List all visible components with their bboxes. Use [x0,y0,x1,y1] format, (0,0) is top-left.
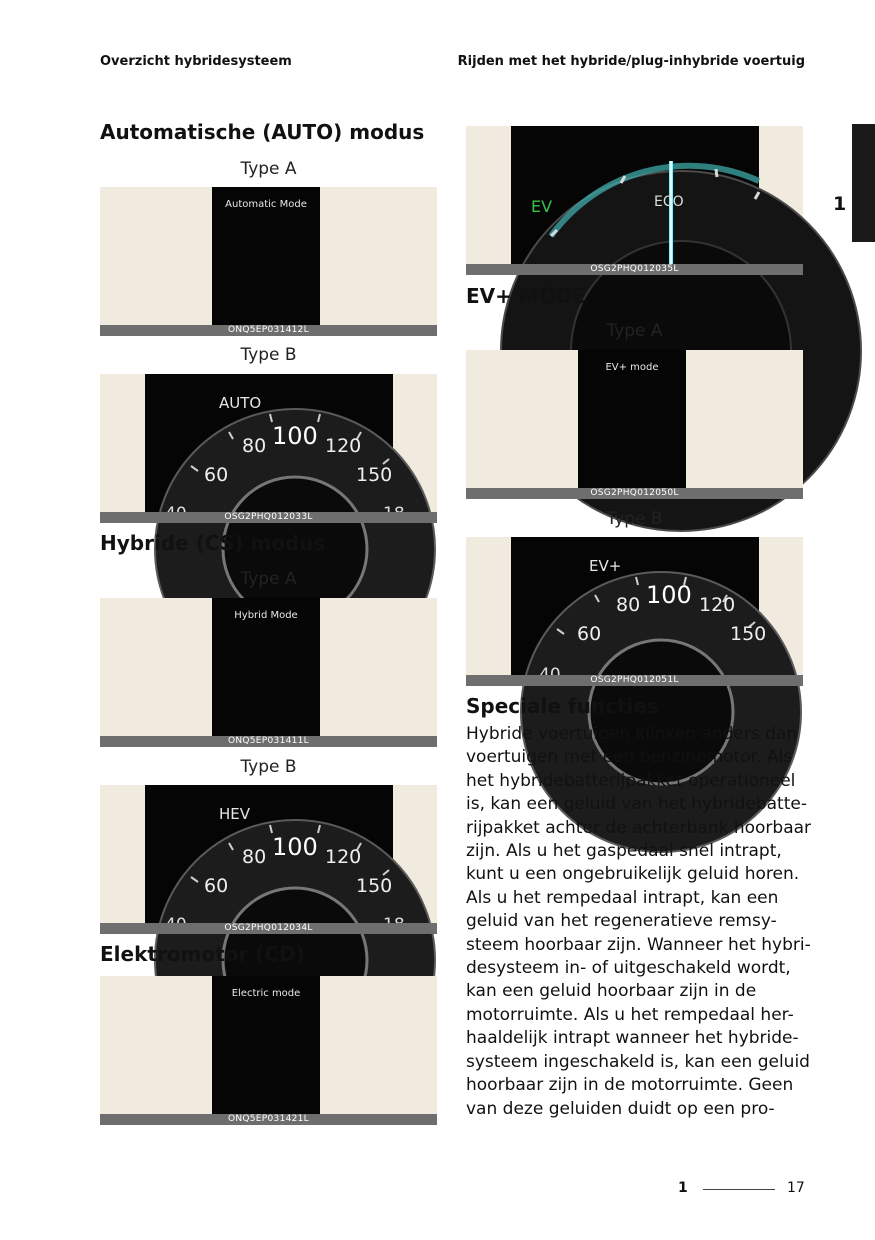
screen-mode-text: Automatic Mode [225,199,307,210]
body-line: het hybridebatterijpakket operationeel [466,770,796,791]
figure-caption: OSG2PHQ012034L [100,923,437,934]
speed-tick-120: 120 [325,435,362,457]
body-line: rijpakket achter de achterbank hoorbaar [466,817,812,838]
special-functions-heading: Speciale functies [466,694,659,718]
electric-mode-figure [100,976,437,1125]
auto-type-b-figure [100,374,437,523]
speedometer-dial [511,537,767,675]
cluster-screen [212,598,320,736]
body-line: systeem ingeschakeld is, kan een geluid [466,1051,810,1072]
ev-plus-type-b-figure [466,537,803,686]
body-line: kunt u een ongebruikelijk geluid horen. [466,864,800,885]
body-line: geluid van het regeneratieve remsy- [466,911,777,932]
speed-tick-100: 100 [272,833,318,861]
speed-tick-60: 60 [577,623,602,645]
ev-plus-heading: EV+ MODE [466,284,587,308]
speedometer-screen [145,785,393,923]
running-header-right: Rijden met het hybride/plug-inhybride voertuig [457,54,805,69]
speedometer-dial [145,374,393,512]
auto-mode-heading: Automatische (AUTO) modus [100,120,425,144]
page-number: 17 [787,1180,805,1196]
speed-tick-120: 120 [699,594,736,616]
speed-tick-80: 80 [242,846,267,868]
electric-mode-heading: Elektromotor (CD) [100,942,305,966]
eco-label: ECO [654,194,684,210]
ev-plus-type-b-label: Type B [606,509,663,529]
hybrid-type-b-label: Type B [240,757,297,777]
drive-mode-label: EV+ [589,557,622,575]
ev-plus-type-a-figure [466,350,803,499]
footer-chapter: 1 [678,1180,688,1196]
hybrid-mode-heading: Hybride (CS) modus [100,531,326,555]
speed-tick-60: 60 [204,875,229,897]
cluster-screen [578,350,686,488]
body-line: hoorbaar zijn in de motorruimte. Geen [466,1075,794,1096]
speed-tick-150: 150 [356,464,393,486]
figure-caption: ONQ5EP031412L [100,325,437,336]
speedometer-screen [145,374,393,512]
screen-mode-text: Electric mode [231,988,301,999]
speed-tick-150: 150 [356,875,393,897]
speed-tick-100: 100 [646,581,692,609]
speed-tick-100: 100 [272,422,318,450]
speedometer-dial [145,785,393,923]
cluster-screen [212,187,320,325]
body-line: van deze geluiden duidt op een pro- [466,1098,775,1119]
auto-type-a-label: Type A [240,159,297,179]
figure-caption: ONQ5EP031411L [100,736,437,747]
chapter-tab-number: 1 [833,193,847,215]
body-line: Hybride voertuigen klinken anders dan [466,724,798,744]
hybrid-type-b-figure [100,785,437,934]
figure-caption: ONQ5EP031421L [100,1114,437,1125]
cluster-screen [212,976,320,1114]
body-line: motorruimte. Als u het rempedaal her- [466,1004,794,1025]
eco-gauge-figure [466,126,803,275]
screen-mode-text: EV+ mode [605,362,659,373]
footer-divider [703,1189,775,1190]
hybrid-type-a-label: Type A [240,569,297,589]
figure-caption: OSG2PHQ012035L [466,264,803,275]
speed-tick-150: 150 [730,623,767,645]
speedometer-screen [511,537,767,675]
auto-type-a-figure [100,187,437,336]
running-header-left: Overzicht hybridesysteem [100,54,292,69]
body-line: steem hoorbaar zijn. Wanneer het hybri- [466,934,811,955]
body-line: Als u het rempedaal intrapt, kan een [466,887,779,908]
figure-caption: OSG2PHQ012050L [466,488,803,499]
speed-tick-80: 80 [616,594,641,616]
chapter-tab [852,124,875,242]
figure-caption: OSG2PHQ012033L [100,512,437,523]
body-line: is, kan een geluid van het hybridebatte- [466,794,807,815]
body-line: kan een geluid hoorbaar zijn in de [466,981,757,1002]
eco-gauge-screen [511,126,759,264]
ev-label: EV [531,197,553,216]
figure-caption: OSG2PHQ012051L [466,675,803,686]
body-line: voertuigen met een benzinemotor. Als [466,747,793,768]
auto-type-b-label: Type B [240,345,297,365]
ev-plus-type-a-label: Type A [606,321,663,341]
speed-tick-80: 80 [242,435,267,457]
eco-gauge-dial [511,126,759,264]
hybrid-type-a-figure [100,598,437,747]
body-line: haaldelijk intrapt wanneer het hybride- [466,1028,799,1049]
body-line: desysteem in- of uitgeschakeld wordt, [466,958,791,979]
special-functions-body [466,723,812,1121]
speed-tick-60: 60 [204,464,229,486]
body-line: zijn. Als u het gaspedaal snel intrapt, [466,841,782,862]
speed-tick-120: 120 [325,846,362,868]
screen-mode-text: Hybrid Mode [234,610,298,621]
drive-mode-label: AUTO [219,394,262,412]
drive-mode-label: HEV [219,805,251,823]
